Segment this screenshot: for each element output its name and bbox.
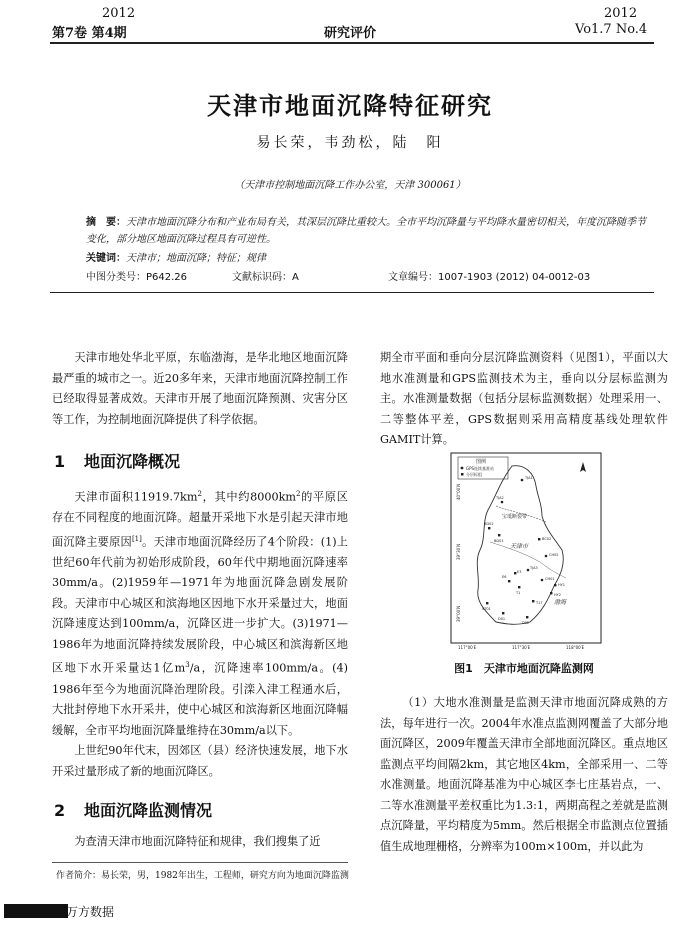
header-section: 研究评价 — [323, 26, 376, 41]
section-1-paragraph-2: 上世纪90年代末，因郊区（县）经济快速发展，地下水开采过量形成了新的地面沉降区。 — [52, 744, 348, 778]
station-label: HY2 — [554, 593, 561, 597]
keywords-text: 天津市；地面沉降；特征；规律 — [126, 253, 266, 264]
abstract-text: 天津市地面沉降分布和产业布局有关，其深层沉降比重较大。全市平均沉降量与平均降水量密切相关，年度沉降随季节变化，部分地区地面沉降过程具有可逆性。 — [86, 217, 646, 245]
p1-text-b: ，其中约8000km — [201, 490, 296, 504]
lon-label: 117°30′E — [512, 645, 531, 650]
station-label: E6 — [502, 575, 507, 579]
station-label: HY1 — [558, 583, 565, 587]
section-2-title: 地面沉降监测情况 — [84, 801, 213, 820]
station-point — [541, 579, 544, 582]
map-label-bohai: 渤海 — [554, 599, 567, 606]
station-point — [545, 555, 548, 558]
abstract — [86, 214, 652, 248]
section-1-body — [52, 484, 348, 782]
section-2-heading — [54, 798, 212, 821]
station-point — [488, 527, 490, 529]
station-label: T17 — [536, 601, 543, 605]
station-point — [526, 616, 528, 618]
section-2-number: 2 — [54, 801, 66, 820]
map-label-fault: 宝坻断裂带 — [502, 514, 528, 520]
right-column-top — [380, 348, 668, 451]
clc-number: 中图分类号：P642.26 — [86, 272, 188, 283]
p1-text-a: 天津市面积11919.7km — [74, 490, 198, 504]
station-label: D01 — [498, 617, 506, 621]
lat-label: 40°00′N — [456, 483, 461, 500]
header-volume-left: 第7卷 第4期 — [52, 26, 127, 41]
p1-citation: [1] — [131, 534, 142, 543]
station-point — [521, 479, 524, 482]
section-1-heading — [54, 449, 180, 472]
station-point — [498, 534, 500, 536]
monitoring-network-map — [450, 452, 602, 650]
lon-label: 118°00′E — [566, 645, 585, 650]
station-label: BD01 — [494, 539, 504, 543]
station-point — [532, 600, 534, 602]
station-point — [508, 580, 510, 582]
map-legend-title: 图例 — [476, 459, 487, 465]
map-label-tianjin: 天津市 — [510, 543, 529, 550]
station-label: BC02 — [542, 537, 552, 541]
p1-sup-2: 2 — [296, 490, 301, 498]
p1-sup-3: 3 — [185, 661, 190, 670]
left-column — [52, 348, 348, 430]
document-code: 文献标识码：A — [232, 272, 299, 283]
station-point — [554, 584, 556, 586]
abstract-rule — [50, 292, 654, 293]
station-point — [502, 612, 504, 614]
station-point — [550, 592, 552, 594]
keywords — [86, 249, 266, 264]
station-label: E3 — [517, 570, 522, 574]
header-year-right: 2012 — [604, 6, 638, 21]
p1-text-d: 。天津市地面沉降经历了4个阶段：(1)上世纪60年代前为初始形成阶段，60年代中期地面沉降速率30mm/a。(2)1959年—1971年为地面沉降急剧发展阶段。天津市中心城区和滨海地区因地下水开采量过大，地面沉降速度达到100mm/a，沉降区进一步扩大。(3)1971—1986年为地面沉降持续发展阶段，中心城区和滨海新区地区地下水开采量达1亿m — [52, 535, 348, 676]
affiliation: （天津市控制地面沉降工作办公室，天津 300061） — [234, 180, 466, 191]
header-volume-right: Vo1.7 No.4 — [575, 22, 648, 37]
watermark-bar — [4, 904, 68, 918]
section-2-body — [52, 832, 348, 853]
station-label: ST01 — [482, 607, 491, 611]
section-1-title: 地面沉降概况 — [84, 452, 181, 471]
station-label: D02 — [522, 621, 530, 625]
right-column-bottom — [380, 693, 668, 857]
figure-1-caption: 图1 天津市地面沉降监测网 — [454, 662, 594, 675]
footnote-rule — [52, 862, 348, 863]
legend-gps-icon — [461, 467, 464, 470]
station-point — [501, 501, 504, 504]
p1-text-e: /a，沉降速率100mm/a。(4) 1986年至今为地面沉降治理阶段。引滦入津工程通水后，大批封停地下水开采井，使中心城区和滨海新区地面沉降幅缓解，全市平均地面沉降量维持在30mm/a以下。 — [52, 662, 349, 737]
station-point — [538, 538, 540, 540]
lon-label: 117°00′E — [458, 645, 477, 650]
right-paragraph-leveling: （1）大地水准测量是监测天津市地面沉降成熟的方法，每年进行一次。2004年水准点监测网覆盖了大部分地面沉降区，2009年覆盖天津市全部地面沉降区。重点地区监测点平均间隔2km，其它地区4km，全部采用一、二等水准测量。地面沉降基准为中心城区李七庄基岩点，一、二等水准测量平差权重比为1.3:1，两期高程之差就是监测点沉降量，平均精度为5mm。然后根据全市监测点位置插值生成地理栅格，分辨率为100m×100m，并以此为 — [380, 696, 668, 853]
station-label: T1 — [516, 591, 521, 595]
section-1-number: 1 — [54, 452, 66, 471]
station-label: BD02 — [484, 522, 494, 526]
intro-paragraph: 天津市地处华北平原，东临渤海，是华北地区地面沉降最严重的城市之一。近20多年来，天津市地面沉降控制工作已经取得显著成效。天津市开展了地面沉降预测、灾害分区等工作，为控制地面沉降提供了科学依据。 — [52, 351, 348, 426]
station-point — [518, 586, 520, 588]
section-1-paragraph-1 — [52, 484, 348, 741]
abstract-label: 摘 要： — [86, 217, 126, 228]
lat-label: 39°30′N — [456, 543, 461, 560]
station-label: CH01 — [545, 577, 555, 581]
station-label: CH02 — [549, 553, 559, 557]
p1-text-c: 的平原区存在不同程度的地面沉降。超量开采地下水是引起天津市地面沉降主要原因 — [52, 490, 348, 549]
paper-title: 天津市地面沉降特征研究 — [207, 92, 493, 120]
station-point — [527, 569, 530, 572]
authors: 易长荣，韦劲松，陆 阳 — [256, 135, 444, 151]
station-label: TJA2 — [496, 496, 504, 500]
section-2-paragraph-1: 为查清天津市地面沉降特征和规律，我们搜集了近 — [74, 835, 321, 848]
station-label: TJA1 — [525, 476, 533, 480]
article-number: 文章编号：1007-1903 (2012) 04-0012-03 — [388, 272, 591, 283]
wanfang-watermark: 万方数据 — [66, 905, 115, 919]
right-paragraph-continued: 期全市平面和垂向分层沉降监测资料（见图1），平面以大地水准测量和GPS监测技术为主，垂向以分层标监测为主。水准测量数据（包括分层标监测数据）处理采用一、二等整体平差，GPS数据则采用高精度基线处理软件GAMIT计算。 — [380, 351, 668, 446]
station-label: TJA3 — [530, 566, 538, 570]
legend-layer-mark-icon — [461, 473, 464, 476]
p1-sup-1: 2 — [197, 490, 202, 498]
header-year-left: 2012 — [102, 6, 136, 21]
map-legend-gps: GPS连续基准站 — [466, 466, 495, 471]
author-footnote: 作者简介：易长荣，男，1982年出生，工程师，研究方向为地面沉降监测 — [56, 871, 349, 881]
header-rule — [50, 42, 654, 44]
keywords-label: 关键词： — [86, 253, 126, 264]
lat-label: 39°00′N — [456, 605, 461, 622]
station-point — [486, 602, 488, 604]
map-legend-layer-mark: 分层标组 — [466, 472, 482, 477]
